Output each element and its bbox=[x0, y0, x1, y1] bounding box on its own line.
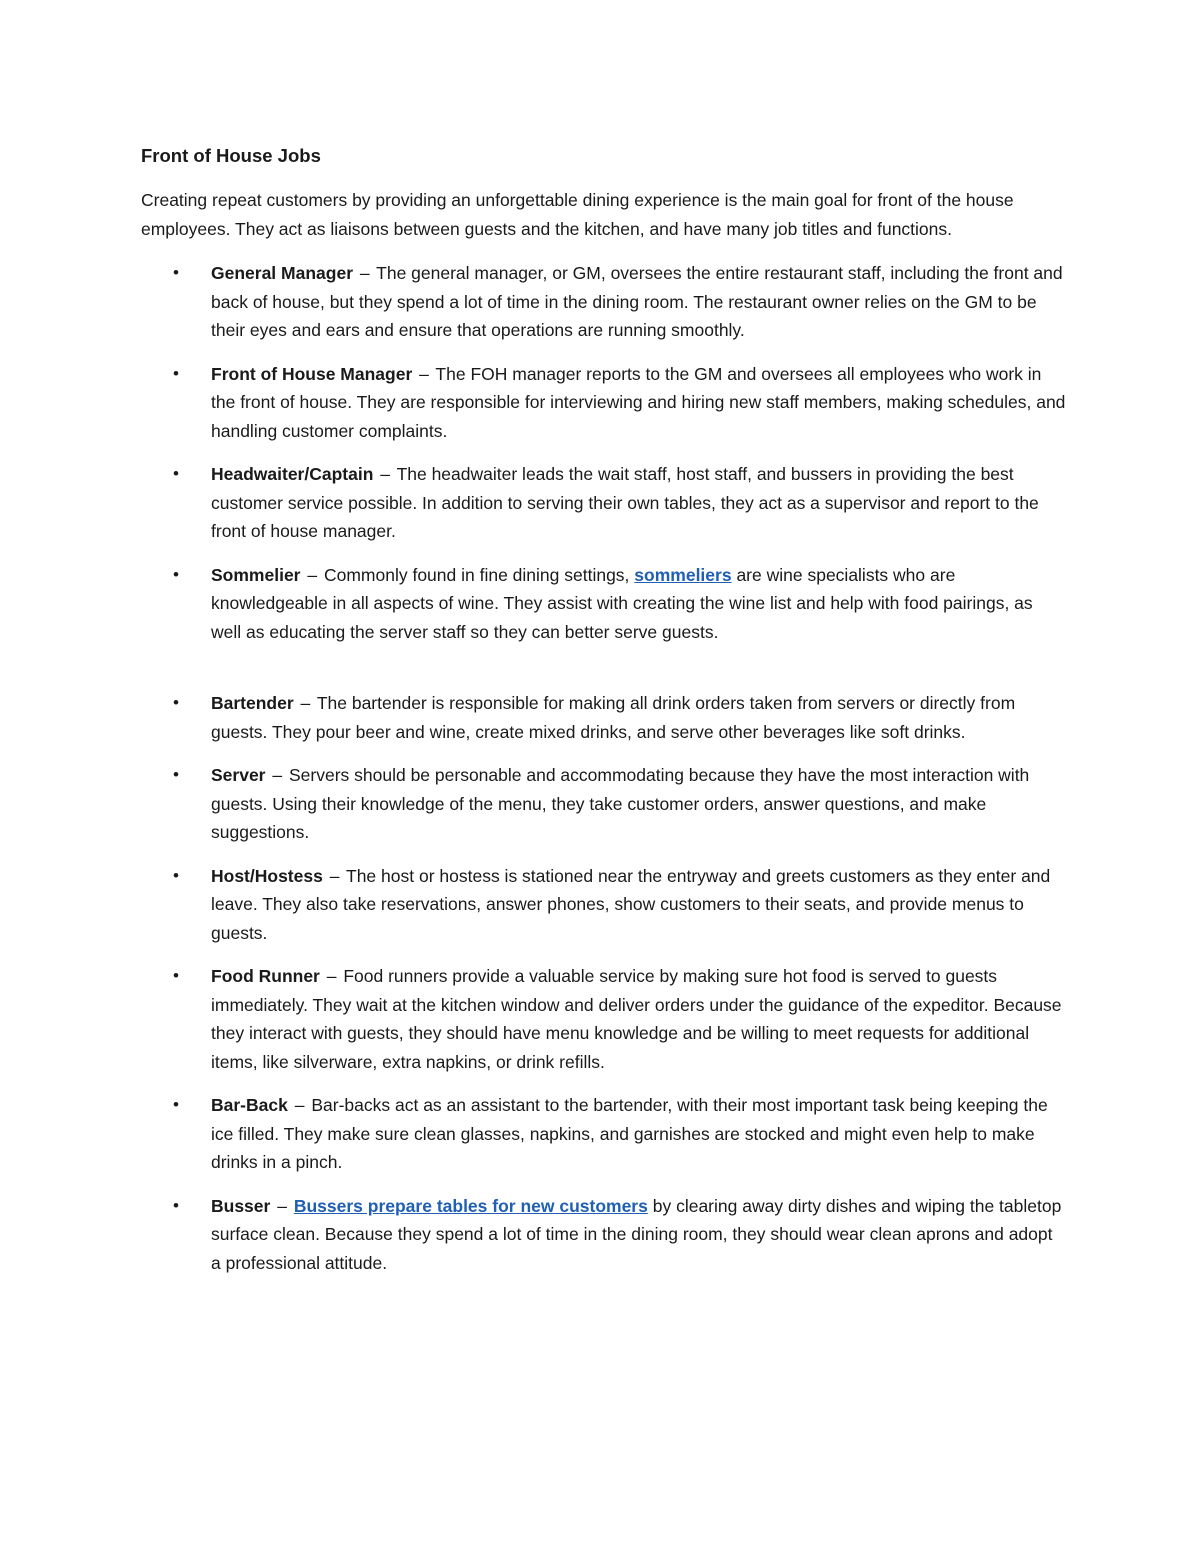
job-description-after-link: by clearing away dirty dishes and wiping the tabletop surface clean. Because they spend a lot of time in the dining room, they should wear clean aprons and adopt a professional attitude. bbox=[211, 1195, 1062, 1273]
dash-separator: – bbox=[329, 865, 340, 886]
bullet-icon: • bbox=[173, 966, 179, 985]
dash-separator: – bbox=[300, 693, 311, 713]
bullet-icon: • bbox=[173, 865, 179, 885]
bullet-icon: • bbox=[173, 464, 179, 483]
job-list bbox=[141, 259, 1066, 1277]
bullet-icon: • bbox=[173, 263, 179, 282]
dash-separator: – bbox=[307, 564, 318, 585]
job-title: Host/Hostess bbox=[211, 865, 323, 886]
job-title: Bartender bbox=[211, 693, 294, 713]
job-description-after-link: are wine specialists who are knowledgeable in all aspects of wine. They assist with creating the wine list and help with food pairings, as well as educating the server staff so they can better serve guests. bbox=[211, 564, 1033, 642]
list-item-busser bbox=[141, 1192, 1066, 1278]
bullet-icon: • bbox=[173, 765, 179, 784]
list-item-bartender bbox=[141, 689, 1066, 746]
bullet-icon: • bbox=[173, 693, 179, 712]
sommeliers-link[interactable]: sommeliers bbox=[634, 564, 732, 585]
list-item-food-runner bbox=[141, 962, 1066, 1076]
page-title: Front of House Jobs bbox=[141, 145, 321, 166]
bullet-icon: • bbox=[173, 1095, 179, 1114]
job-description: The general manager, or GM, oversees the entire restaurant staff, including the front and back of house, but they spend a lot of time in the dining room. The restaurant owner relies on the GM to be their eyes and ears and ensure that operations are running smoothly. bbox=[211, 263, 1063, 340]
job-description: The headwaiter leads the wait staff, host staff, and bussers in providing the best customer service possible. In addition to serving their own tables, they act as a supervisor and report to the front of house manager. bbox=[211, 464, 1039, 541]
job-description: Bar-backs act as an assistant to the bartender, with their most important task being keeping the ice filled. They make sure clean glasses, napkins, and garnishes are stocked and might even help to make drinks in a pinch. bbox=[211, 1095, 1048, 1172]
dash-separator: – bbox=[380, 464, 391, 484]
job-title: Server bbox=[211, 765, 266, 785]
job-title: Front of House Manager bbox=[211, 363, 413, 384]
dash-separator: – bbox=[419, 363, 429, 384]
list-item-general-manager bbox=[141, 259, 1066, 345]
job-title: Sommelier bbox=[211, 564, 301, 585]
bullet-icon: • bbox=[173, 1195, 179, 1215]
job-title: Headwaiter/Captain bbox=[211, 464, 374, 484]
list-item-headwaiter bbox=[141, 460, 1066, 546]
dash-separator: – bbox=[277, 1195, 287, 1216]
list-item-sommelier bbox=[141, 561, 1066, 647]
dash-separator: – bbox=[326, 966, 337, 986]
list-item-foh-manager bbox=[141, 360, 1066, 446]
job-description: The bartender is responsible for making all drink orders taken from servers or directly from guests. They pour beer and wine, create mixed drinks, and serve other beverages like soft drinks. bbox=[211, 693, 1016, 742]
job-description: Food runners provide a valuable service by making sure hot food is served to guests immediately. They wait at the kitchen window and deliver orders under the guidance of the expeditor. Because they interact with guests, they should have menu knowledge and be willing to meet requests for additional items, like silverware, extra napkins, or drink refills. bbox=[211, 966, 1062, 1072]
intro-paragraph: Creating repeat customers by providing an unforgettable dining experience is the main goal for front of the house employees. They act as liaisons between guests and the kitchen, and have many job titles and functions. bbox=[141, 190, 1014, 239]
job-title: Busser bbox=[211, 1195, 271, 1216]
job-description: Servers should be personable and accommodating because they have the most interaction with guests. Using their knowledge of the menu, they take customer orders, answer questions, and make suggestions. bbox=[211, 765, 1030, 842]
job-description: The FOH manager reports to the GM and oversees all employees who work in the front of house. They are responsible for interviewing and hiring new staff members, making schedules, and handling customer complaints. bbox=[211, 363, 1066, 441]
list-item-host-hostess bbox=[141, 862, 1066, 948]
job-title: Food Runner bbox=[211, 966, 320, 986]
dash-separator: – bbox=[359, 263, 370, 283]
document-page bbox=[141, 142, 1066, 1292]
job-title: General Manager bbox=[211, 263, 353, 283]
bullet-icon: • bbox=[173, 564, 179, 584]
job-description-before-link: Commonly found in fine dining settings, bbox=[323, 564, 630, 585]
job-description: The host or hostess is stationed near the entryway and greets customers as they enter and leave. They also take reservations, answer phones, show customers to their seats, and provide menus to guests. bbox=[211, 865, 1051, 943]
dash-separator: – bbox=[294, 1095, 305, 1115]
list-item-server bbox=[141, 761, 1066, 847]
list-item-bar-back bbox=[141, 1091, 1066, 1177]
bussers-link[interactable]: Bussers prepare tables for new customers bbox=[293, 1195, 648, 1216]
dash-separator: – bbox=[272, 765, 283, 785]
bullet-icon: • bbox=[173, 363, 179, 383]
job-title: Bar-Back bbox=[211, 1095, 288, 1115]
